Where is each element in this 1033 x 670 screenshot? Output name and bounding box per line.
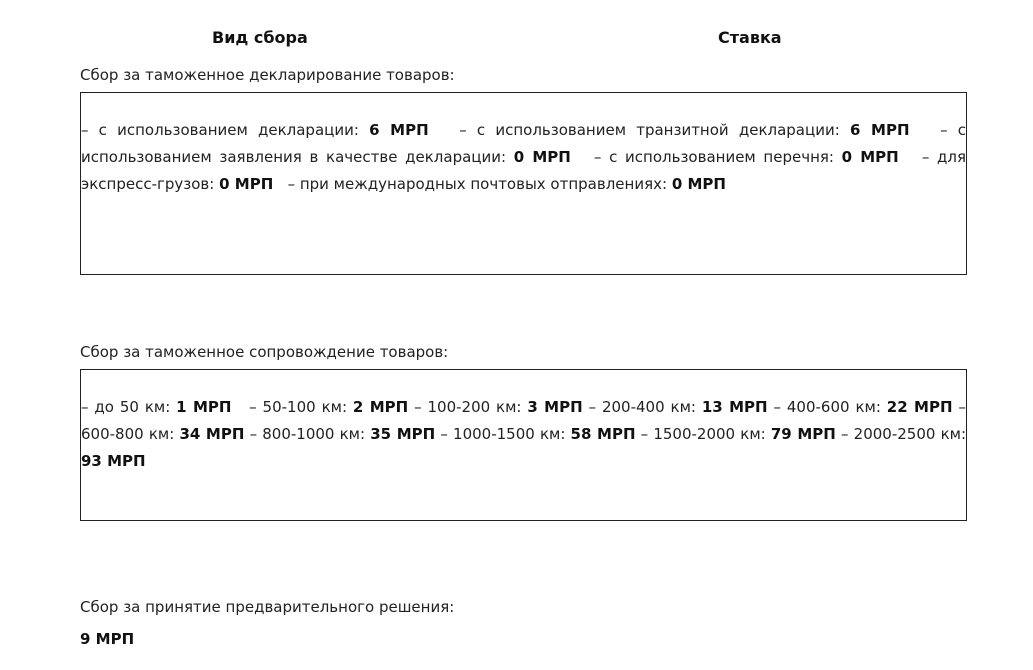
rate-item: – 200-400 км: 13 МРП bbox=[588, 398, 768, 416]
rate-item: – 800-1000 км: 35 МРП bbox=[249, 425, 436, 443]
rate-item: – 1500-2000 км: 79 МРП bbox=[640, 425, 836, 443]
section-title-declaration: Сбор за таможенное декларирование товаров: bbox=[80, 66, 455, 84]
preliminary-decision-rate: 9 МРП bbox=[80, 630, 135, 648]
section-title-escort: Сбор за таможенное сопровождение товаров: bbox=[80, 343, 449, 361]
rate-item: – 400-600 км: 22 МРП bbox=[773, 398, 953, 416]
rate-item: – при международных почтовых отправлениях: 0 МРП bbox=[287, 175, 726, 193]
column-header-rate: Ставка bbox=[718, 28, 782, 47]
rate-item: – с использованием транзитной декларации: 6 МРП bbox=[459, 121, 910, 139]
rate-item: – 2000-2500 км: 93 МРП bbox=[81, 425, 966, 470]
rate-item: – для экспресс-грузов: 0 МРП bbox=[81, 148, 966, 193]
declaration-rates-box bbox=[80, 92, 967, 275]
rate-item: – 600-800 км: 34 МРП bbox=[81, 398, 966, 443]
section-title-preliminary-decision: Сбор за принятие предварительного решения: bbox=[80, 598, 455, 616]
rate-item: – с использованием заявления в качестве декларации: 0 МРП bbox=[81, 121, 967, 166]
rate-item: – с использованием декларации: 6 МРП bbox=[81, 121, 429, 139]
column-header-fee-type: Вид сбора bbox=[212, 28, 308, 47]
rate-item: – 1000-1500 км: 58 МРП bbox=[440, 425, 636, 443]
escort-rates-box bbox=[80, 369, 967, 521]
rate-item: – 100-200 км: 3 МРП bbox=[414, 398, 583, 416]
rate-item: – 50-100 км: 2 МРП bbox=[249, 398, 409, 416]
rate-item: – с использованием перечня: 0 МРП bbox=[593, 148, 899, 166]
rate-item: – до 50 км: 1 МРП bbox=[81, 398, 232, 416]
